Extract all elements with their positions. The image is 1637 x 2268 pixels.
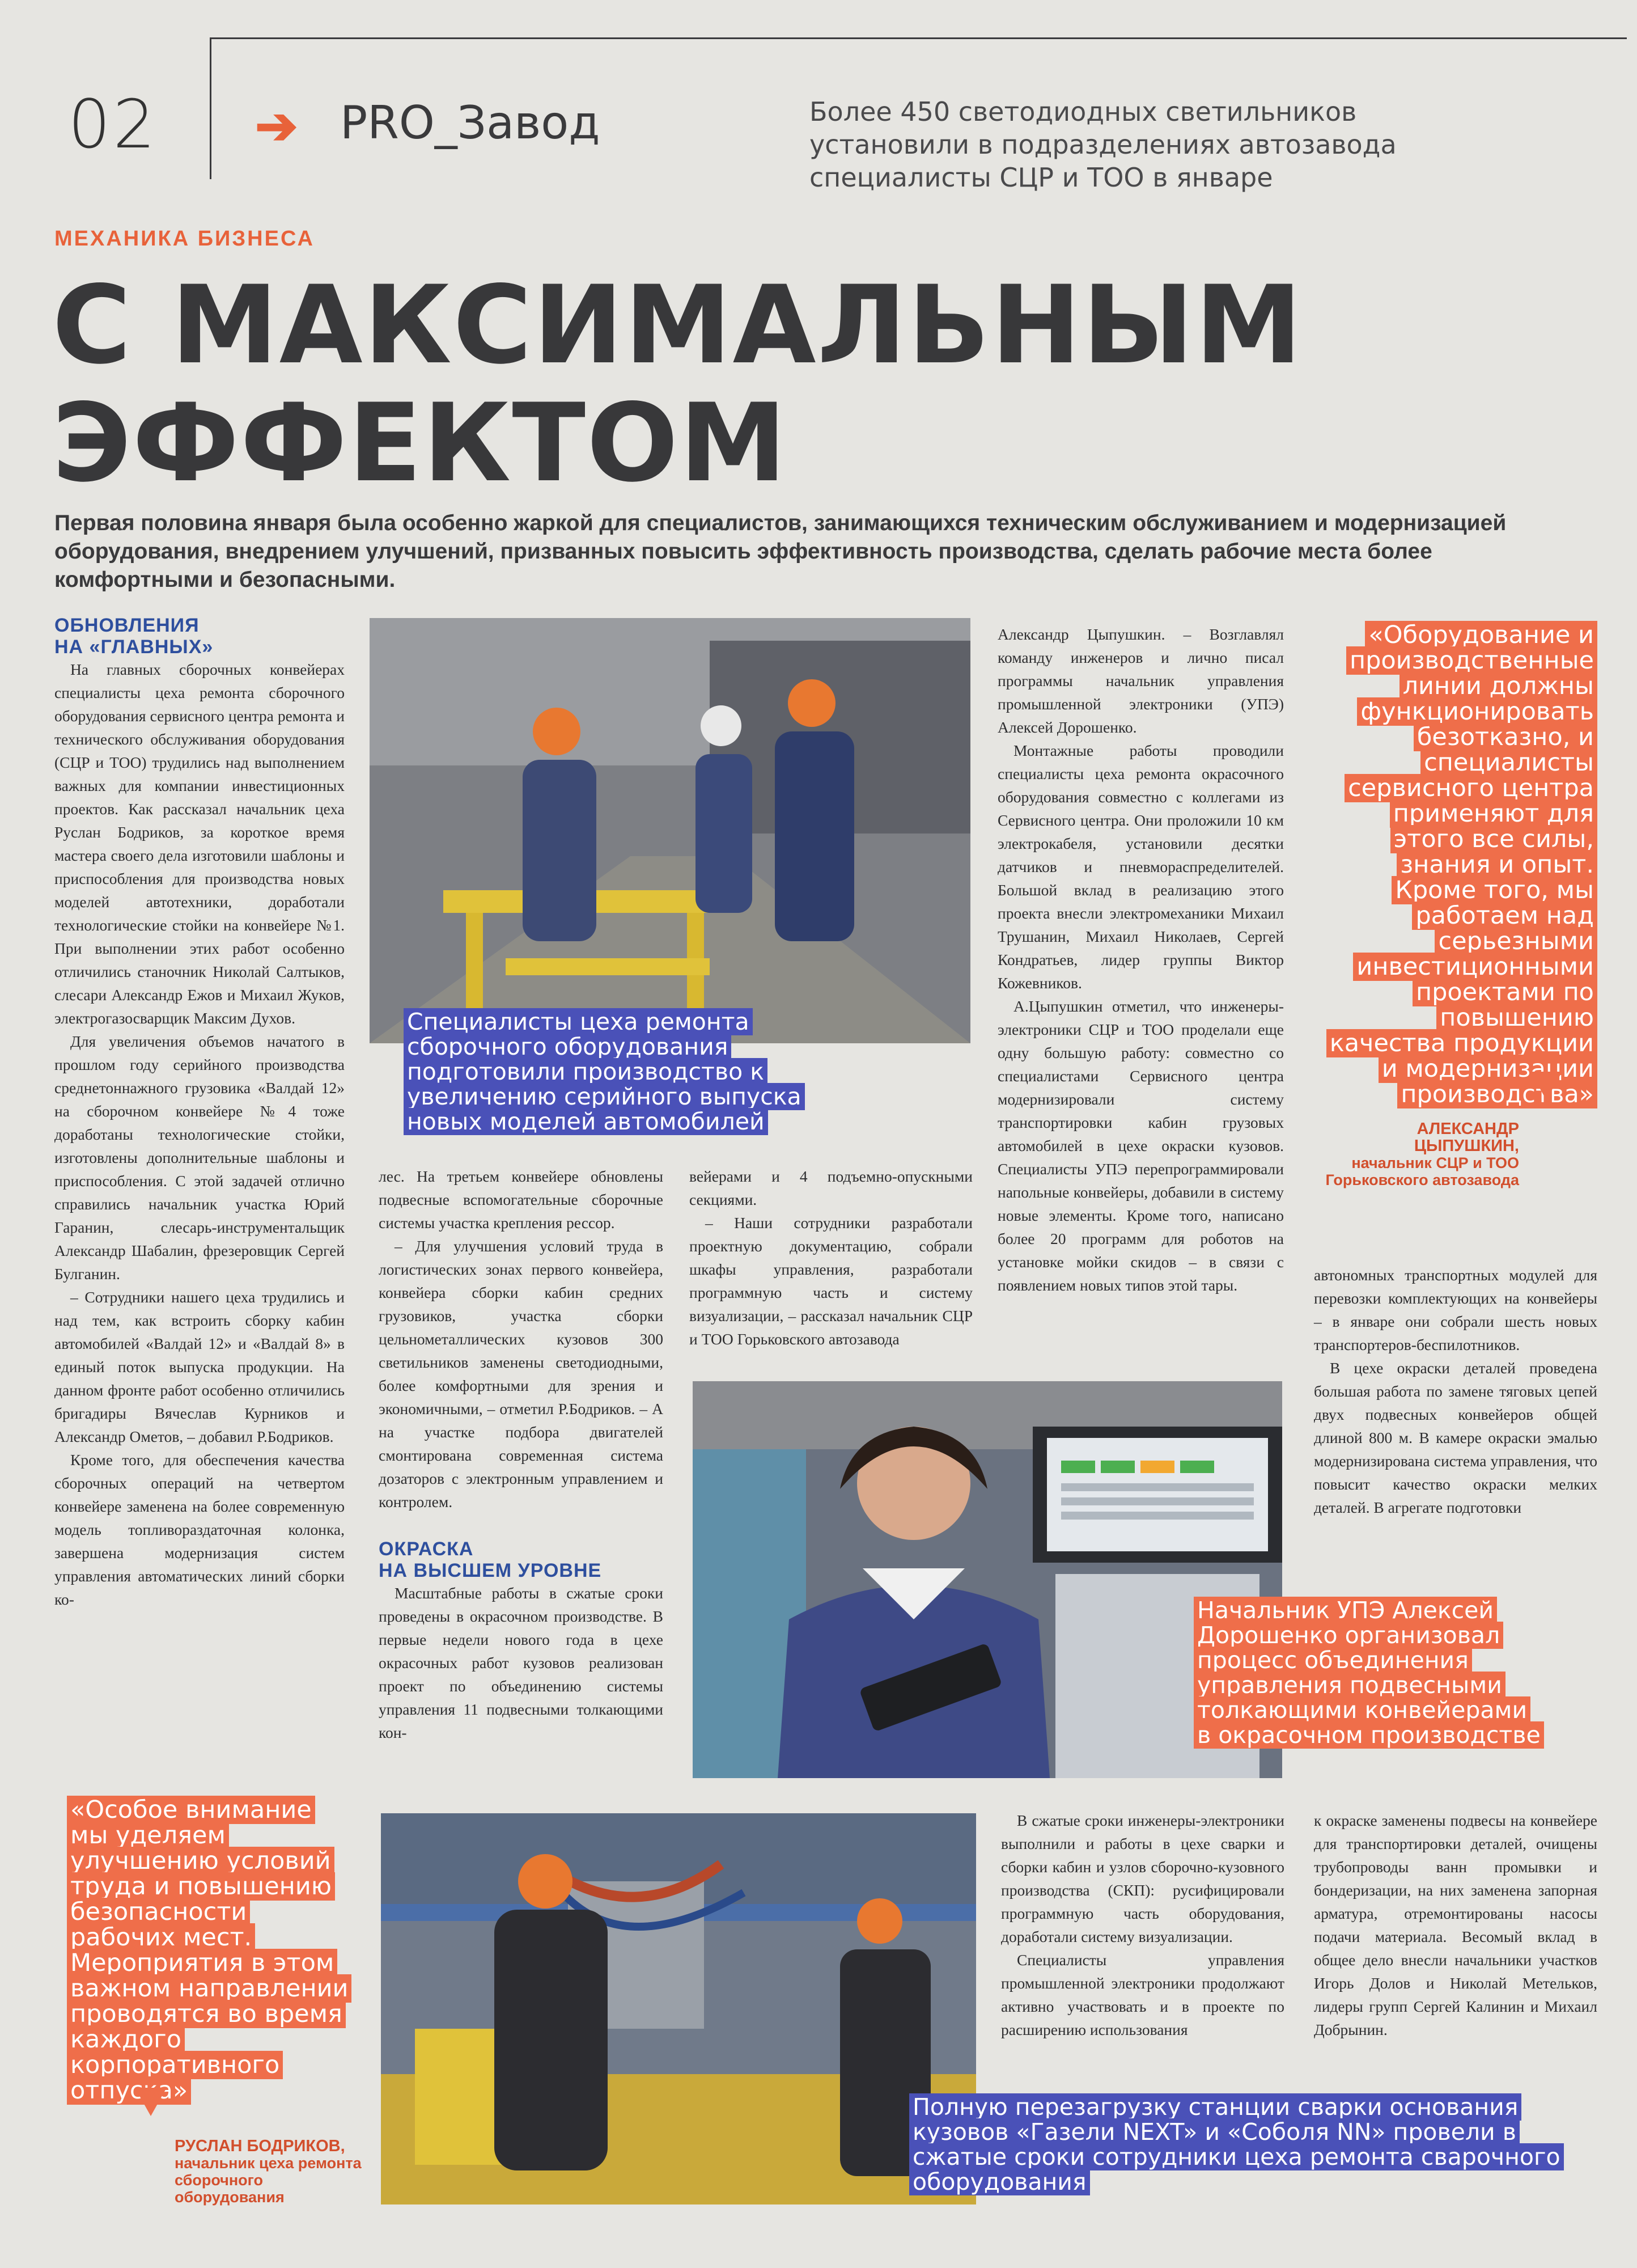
quote-pointer <box>1530 1072 1562 1100</box>
header-top-rule <box>210 37 1627 39</box>
paragraph: вейерами и 4 подъемно-опускными секциями. <box>689 1167 973 1208</box>
paragraph: Александр Цыпушкин. – Возглавлял команду инженеров и лично писал программы начальник управления промышленной электроники (УПЭ) Алексей Дорошенко. <box>998 625 1284 736</box>
paragraph: автономных транспортных модулей для перевозки комплектующих на конвейеры – в январе они собрали шесть новых транспортеров-беспилотников. <box>1314 1266 1597 1353</box>
text-column-3 <box>689 1165 973 1351</box>
text-column-6 <box>1001 1809 1284 2041</box>
article-headline <box>52 263 1413 506</box>
caption-text: Начальник УПЭ Алексей Дорошенко организовал процесс объединения управления подвесными толкающими конвейерами в окрасочном производстве <box>1194 1597 1544 1749</box>
paragraph: Для увеличения объемов начатого в прошлом году серийного производства среднетоннажного грузовика «Валдай 12» на сборочном конвейере №4 тоже доработаны технологические стойки, изготовлены дополнительные шаблоны и приспособления. С этой задачей отлично справились начальник участка Юрий Гаранин, слесарь-инструментальщик Александр Шабалин, фрезеровщик Сергей Булганин. <box>54 1033 345 1283</box>
paragraph: Масштабные работы в сжатые сроки проведены в окрасочном производстве. В первые недели нового года в цехе окрасочных работ кузовов реализован проект по объединению системы управления 11 подвесными толкающими кон- <box>379 1584 663 1741</box>
caption-text: Специалисты цеха ремонта сборочного оборудования подготовили производство к увеличению серийного выпуска новых моделей автомобилей <box>404 1008 805 1135</box>
paragraph: Монтажные работы проводили специалисты цеха ремонта окрасочного оборудования совместно с коллегами из Сервисного центра. Они проложили 10 км электрокабеля, установили десятки датчиков и пневмораспределителей. Большой вклад в реализацию этого проекта внесли электромеханики Михаил Трушанин, Михаил Николаев, Сергей Кондратьев, лидер группы Виктор Кожевников. <box>998 742 1284 992</box>
author-role: начальник СЦР и ТОО Горьковского автозавода <box>1325 1154 1519 1188</box>
article-rubric: МЕХАНИКА БИЗНЕСА <box>54 227 315 251</box>
subhead-line: НА «ГЛАВНЫХ» <box>54 636 214 658</box>
subhead-updates <box>54 615 345 658</box>
page-number: 02 <box>68 85 158 163</box>
paragraph: лес. На третьем конвейере обновлены подвесные вспомогательные сборочные системы участка крепления рессор. <box>379 1167 663 1232</box>
caption-photo-3 <box>909 2094 1578 2194</box>
text-column-7 <box>1314 1809 1597 2041</box>
article-lead: Первая половина января была особенно жаркой для специалистов, занимающихся техническим обслуживанием и модернизацией оборудования, внедрением улучшений, призванных повысить эффективность производства, сделать рабочие места более комфортными и безопасными. <box>54 511 1507 592</box>
paragraph: – Сотрудники нашего цеха трудились и над тем, как встроить сборку кабин автомобилей «Валдай 12» и «Валдай 8» в единый поток выпуска продукции. На данном фронте работ особенно отличились бригадиры Вячеслав Курников и Александр Ометов, – добавил Р.Бодриков. <box>54 1288 345 1445</box>
paragraph: В цехе окраски деталей проведена большая работа по замене тяговых цепей двух подвесных конвейеров общей длиной 800 м. В камере окраски эмалью модернизирована система управления, что повысит качество окраски мелких деталей. В агрегате подготовки <box>1314 1359 1597 1516</box>
caption-photo-1 <box>404 1009 834 1134</box>
paragraph: к окраске заменены подвесы на конвейере для транспортировки деталей, очищены трубопроводы ванн промывки и бондеризации, на них заменена запорная арматура, отремонтированы насосы подачи материала. Весомый вклад в общее дело внесли начальники участков Игорь Долов и Николай Метельков, лидеры групп Сергей Калинин и Михаил Добрынин. <box>1314 1812 1597 2038</box>
quote-tsypushkin <box>1321 623 1597 1107</box>
author-name: РУСЛАН БОДРИКОВ, <box>175 2137 345 2155</box>
author-role: начальник цеха ремонта сборочного оборудования <box>175 2155 362 2206</box>
header-teaser: Более 450 светодиодных светильников установили в подразделениях автозавода специалисты СЦР и ТОО в январе <box>809 96 1397 193</box>
headline-line-1: С МАКСИМАЛЬНЫМ <box>52 263 1304 388</box>
photo-assembly-workers <box>370 618 970 1043</box>
text-column-4 <box>998 623 1284 1297</box>
quote-text: «Оборудование и производственные линии должны функционировать безотказно, и специалисты сервисного центра применяют для этого все силы, знания и опыт. Кроме того, мы работаем над серьезными инвестиционными проектами по повышению качества продукции и модернизации производства» <box>1326 621 1597 1108</box>
section-title: PRO_Завод <box>340 96 600 149</box>
caption-photo-2 <box>1194 1598 1545 1747</box>
arrow-right-icon: ➔ <box>255 98 298 155</box>
quote-pointer <box>135 2088 167 2116</box>
header-divider <box>210 37 211 179</box>
paragraph: Кроме того, для обеспечения качества сборочных операций на четвертом конвейере заменена на более современную модель топливораздаточная колонка, завершена модернизация систем управления автоматических линий сборки ко- <box>54 1451 345 1608</box>
headline-line-2: ЭФФЕКТОМ <box>52 380 788 506</box>
paragraph: – Наши сотрудники разработали проектную документацию, собрали шкафы управления, разработали программную часть и систему визуализации, – рассказал начальник СЦР и ТОО Горьковского автозавода <box>689 1214 973 1348</box>
caption-text: Полную перезагрузку станции сварки основания кузовов «Газели NEXT» и «Соболя NN» провели в сжатые сроки сотрудники цеха ремонта сварочного оборудования <box>909 2093 1564 2195</box>
subhead-line: ОБНОВЛЕНИЯ <box>54 615 200 636</box>
quote-author-tsypushkin <box>1321 1120 1519 1188</box>
quote-text: «Особое внимание мы уделяем улучшению условий труда и повышению безопасности рабочих мест. Мероприятия в этом важном направлении проводятся во время каждого корпоративного отпуска» <box>67 1796 351 2105</box>
paragraph: На главных сборочных конвейерах специалисты цеха ремонта сборочного оборудования сервисного центра ремонта и технического обслуживания оборудования (СЦР и ТОО) трудились над выполнением важных для компании инвестиционных проектов. Как рассказал начальник цеха Руслан Бодриков, за короткое время мастера своего дела изготовили шаблоны и приспособления для производства новых моделей автотехники, доработали технологические стойки на конвейере №1. При выполнении этих работ особенно отличились станочник Николай Салтыков, слесари Александр Ежов и Михаил Жуков, электрогазосварщик Максим Духов. <box>54 661 345 1027</box>
paragraph: А.Цыпушкин отметил, что инженеры-электроники СЦР и ТОО проделали еще одну большую работу: совместно со специалистами Сервисного центра модернизировали систему транспортировки кабин грузовых автомобилей в цехе окраски кузовов. Специалисты УПЭ перепрограммировали напольные конвейеры, добавили в систему новые элементы. Кроме того, написано более 20 программ для роботов на установке мойки скидов – в связи с появлением новых типов этой тары. <box>998 997 1284 1294</box>
quote-bodrikov <box>67 1797 350 2104</box>
text-column-5 <box>1314 1263 1597 1519</box>
paragraph: Специалисты управления промышленной электроники продолжают активно участвовать и в проекте по расширению использования <box>1001 1951 1284 2038</box>
text-column-2 <box>379 1165 663 1744</box>
paragraph: В сжатые сроки инженеры-электроники выполнили и работы в цехе сварки и сборки кабин и узлов сборочно-кузовного производства (СКП): русифицировали программную часть оборудования, доработали систему визуализации. <box>1001 1812 1284 1945</box>
text-column-1 <box>54 615 345 1611</box>
photo-welding-station <box>381 1813 976 2204</box>
subhead-painting <box>379 1538 663 1581</box>
author-name: АЛЕКСАНДР ЦЫПУШКИН, <box>1414 1120 1519 1155</box>
subhead-line: НА ВЫСШЕМ УРОВНЕ <box>379 1560 602 1581</box>
paragraph: – Для улучшения условий труда в логистических зонах первого конвейера, конвейера сборки кабин средних грузовиков, участка сборки цельнометаллических кузовов 300 светильников заменены светодиодными, более комфортными для зрения и экономичными, – отметил Р.Бодриков. – А на участке подбора двигателей смонтирована современная система дозаторов с электронным управлением и контролем. <box>379 1237 663 1510</box>
subhead-line: ОКРАСКА <box>379 1538 474 1560</box>
quote-author-bodrikov <box>175 2138 362 2206</box>
